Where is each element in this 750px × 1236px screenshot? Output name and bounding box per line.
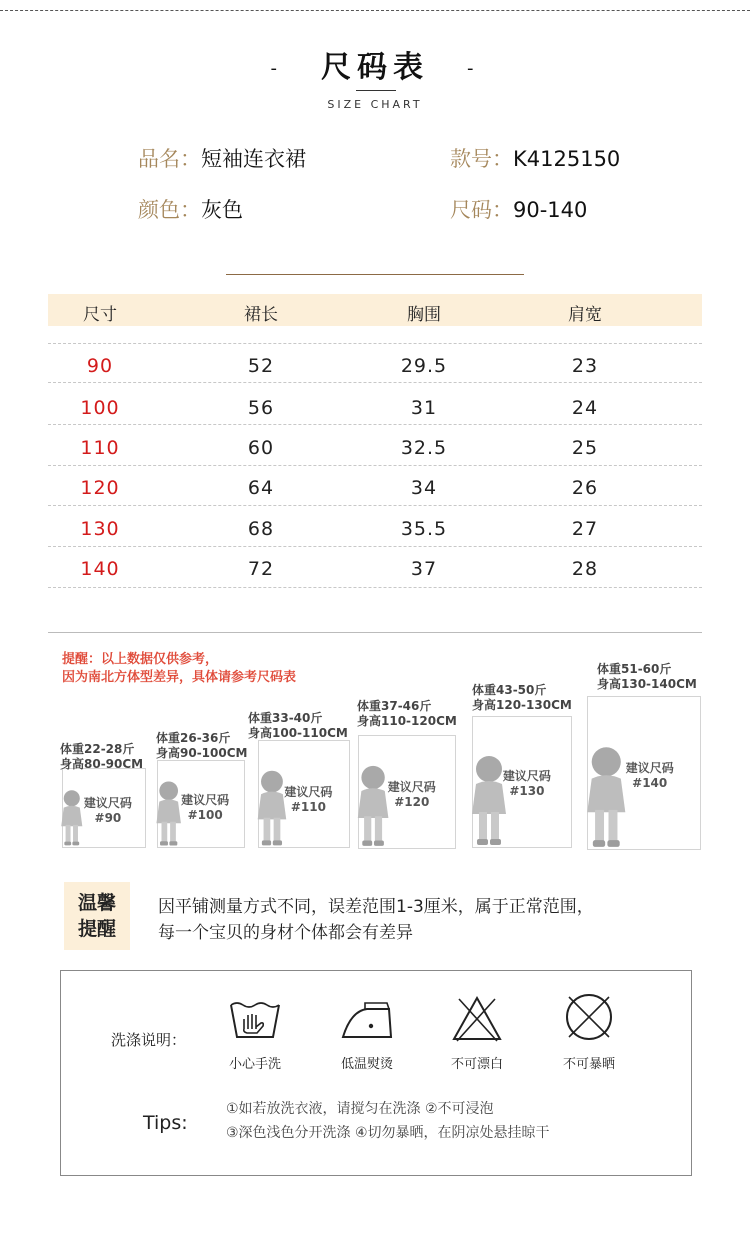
product-color-label: 颜色： xyxy=(138,198,201,222)
hand-wash-icon xyxy=(227,997,283,1043)
kid-measurements xyxy=(60,742,143,772)
cell-shoulder: 28 xyxy=(571,558,599,580)
child-silhouette-icon xyxy=(470,754,508,846)
recommend-label: 建议尺码 xyxy=(387,780,436,794)
no-tumble-dry-caption: 不可暴晒 xyxy=(562,1057,615,1072)
cell-chest: 32.5 xyxy=(400,437,448,459)
kid-weight: 体重26-36斤 xyxy=(156,731,231,745)
kid-height: 身高120-130CM xyxy=(472,698,572,712)
recommend-size: #140 xyxy=(632,776,668,790)
kid-measurements xyxy=(472,683,572,713)
no-tumble-dry-icon xyxy=(563,991,615,1043)
page-subtitle: SIZE CHART xyxy=(327,98,423,111)
warm-tip-text xyxy=(158,894,594,946)
cell-size: 100 xyxy=(80,397,120,419)
title-dash-left: - xyxy=(270,58,283,79)
recommend-size: #110 xyxy=(290,800,326,814)
cell-chest: 35.5 xyxy=(400,518,448,540)
kid-recommendation xyxy=(370,780,454,810)
cell-length: 64 xyxy=(247,477,275,499)
section-divider xyxy=(48,632,702,633)
table-row-divider xyxy=(48,505,702,506)
table-row-divider xyxy=(48,424,702,425)
recommend-label: 建议尺码 xyxy=(181,793,230,807)
cell-size: 110 xyxy=(80,437,120,459)
product-name-label: 品名： xyxy=(138,147,201,171)
kid-height: 身高100-110CM xyxy=(248,726,348,740)
recommend-size: #90 xyxy=(94,811,122,825)
warm-tip-line-1: 因平铺测量方式不同，误差范围1-3厘米，属于正常范围， xyxy=(158,897,594,917)
cell-size: 120 xyxy=(80,477,120,499)
recommend-label: 建议尺码 xyxy=(83,796,132,810)
warm-tip-line-2: 每一个宝贝的身材个体都会有差异 xyxy=(158,923,413,943)
kid-weight: 体重51-60斤 xyxy=(597,662,672,676)
page-title xyxy=(0,42,750,86)
reminder-line-1: 提醒：以上数据仅供参考， xyxy=(62,652,219,667)
table-row-divider xyxy=(48,587,702,588)
recommend-label: 建议尺码 xyxy=(284,785,333,799)
kid-measurements xyxy=(357,699,457,729)
no-bleach-caption: 不可漂白 xyxy=(450,1057,503,1072)
kid-measurements xyxy=(248,711,348,741)
kid-recommendation xyxy=(269,785,348,815)
recommend-size: #130 xyxy=(509,784,545,798)
title-dash-right: - xyxy=(467,58,480,79)
kid-weight: 体重37-46斤 xyxy=(357,699,432,713)
product-name xyxy=(138,143,306,173)
product-size xyxy=(450,194,587,224)
cell-chest: 31 xyxy=(410,397,438,419)
table-row-divider xyxy=(48,382,702,383)
cell-shoulder: 27 xyxy=(571,518,599,540)
low-iron-caption: 低温熨烫 xyxy=(340,1057,393,1072)
product-color xyxy=(138,194,243,224)
warm-tip-label-1: 温馨 xyxy=(77,892,116,914)
info-divider xyxy=(226,274,524,275)
low-iron-icon xyxy=(341,1001,393,1041)
cell-shoulder: 24 xyxy=(571,397,599,419)
warm-tip-label-2: 提醒 xyxy=(77,918,116,940)
header-shoulder: 肩宽 xyxy=(568,305,602,325)
kid-height: 身高110-120CM xyxy=(357,714,457,728)
kid-height: 身高80-90CM xyxy=(60,757,144,771)
recommend-size: #100 xyxy=(187,808,223,822)
kid-weight: 体重22-28斤 xyxy=(60,742,135,756)
subtitle-rule xyxy=(356,90,396,91)
product-name-value: 短袖连衣裙 xyxy=(201,147,306,171)
cell-size: 130 xyxy=(80,518,120,540)
recommend-size: #120 xyxy=(394,795,430,809)
header-chest: 胸围 xyxy=(407,305,441,325)
kid-recommendation xyxy=(72,796,144,826)
kid-weight: 体重33-40斤 xyxy=(248,711,323,725)
tips-label: Tips: xyxy=(143,1112,188,1134)
cell-length: 72 xyxy=(247,558,275,580)
cell-size: 90 xyxy=(86,355,114,377)
kid-recommendation xyxy=(484,769,570,799)
kid-measurements xyxy=(597,662,697,692)
title-text: 尺码表 xyxy=(321,50,429,85)
recommend-label: 建议尺码 xyxy=(502,769,551,783)
tips-line-2: ③深色浅色分开洗涤 ④切勿暴晒，在阴凉处悬挂晾干 xyxy=(226,1125,550,1141)
hand-wash-caption: 小心手洗 xyxy=(228,1057,281,1072)
product-code-value: K4125150 xyxy=(513,147,621,171)
no-bleach-icon xyxy=(451,995,503,1043)
tips-line-1: ①如若放洗衣液，请搅匀在洗涤 ②不可浸泡 xyxy=(226,1101,494,1117)
reminder-line-2: 因为南北方体型差异，具体请参考尺码表 xyxy=(62,670,297,685)
reminder-note xyxy=(62,651,296,687)
kid-recommendation xyxy=(600,761,699,791)
kid-measurements xyxy=(156,731,247,761)
care-label: 洗涤说明： xyxy=(111,1031,187,1049)
product-size-value: 90-140 xyxy=(513,198,588,222)
cell-size: 140 xyxy=(80,558,120,580)
cell-chest: 37 xyxy=(410,558,438,580)
cell-chest: 29.5 xyxy=(400,355,448,377)
product-code xyxy=(450,143,620,173)
cell-length: 60 xyxy=(247,437,275,459)
top-dashed-divider xyxy=(0,10,750,11)
table-row-divider xyxy=(48,343,702,344)
product-code-label: 款号： xyxy=(450,147,513,171)
care-instructions-box xyxy=(60,970,692,1176)
kid-weight: 体重43-50斤 xyxy=(472,683,547,697)
table-row-divider xyxy=(48,546,702,547)
cell-shoulder: 25 xyxy=(571,437,599,459)
kid-height: 身高90-100CM xyxy=(156,746,248,760)
kid-recommendation xyxy=(167,793,243,823)
kid-height: 身高130-140CM xyxy=(597,677,697,691)
header-size: 尺寸 xyxy=(83,305,117,325)
product-size-label: 尺码： xyxy=(450,198,513,222)
cell-length: 56 xyxy=(247,397,275,419)
header-length: 裙长 xyxy=(244,305,278,325)
recommend-label: 建议尺码 xyxy=(625,761,674,775)
size-table-header xyxy=(48,294,702,326)
warm-tip-badge xyxy=(64,882,130,950)
product-color-value: 灰色 xyxy=(201,198,243,222)
cell-chest: 34 xyxy=(410,477,438,499)
table-row-divider xyxy=(48,465,702,466)
cell-shoulder: 23 xyxy=(571,355,599,377)
cell-length: 52 xyxy=(247,355,275,377)
cell-length: 68 xyxy=(247,518,275,540)
cell-shoulder: 26 xyxy=(571,477,599,499)
